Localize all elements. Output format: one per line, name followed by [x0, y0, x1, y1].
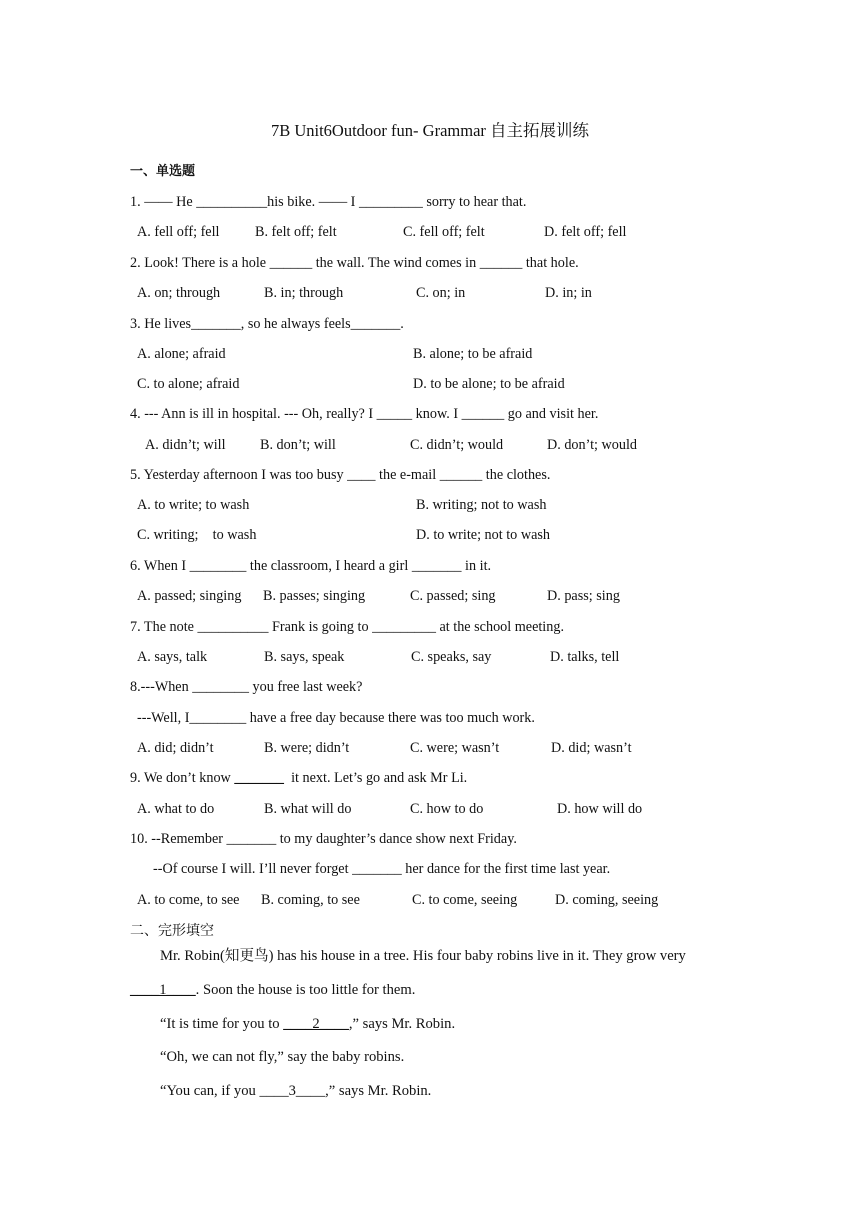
question-7-option-b: B. says, speak — [264, 649, 345, 665]
passage-paragraph-2-end: ,” says Mr. Robin. — [348, 1016, 456, 1032]
question-6-option-d: D. pass; sing — [547, 588, 620, 604]
question-8-option-d: D. did; wasn’t — [551, 740, 632, 756]
question-9-stem-end: it next. Let’s go and ask Mr Li. — [284, 770, 468, 786]
question-3-option-c: C. to alone; afraid — [137, 376, 240, 392]
question-6-option-a: A. passed; singing — [137, 588, 242, 604]
question-10-stem-reply: --Of course I will. I’ll never forget _______ her dance for the first time last year. — [153, 861, 611, 877]
question-10-option-c: C. to come, seeing — [412, 892, 518, 908]
passage-paragraph-1-continued — [130, 980, 415, 1000]
question-5-option-b: B. writing; not to wash — [416, 497, 547, 513]
question-2-option-a: A. on; through — [137, 285, 221, 301]
question-7-stem: 7. The note __________ Frank is going to _________ at the school meeting. — [130, 619, 564, 635]
question-3-stem: 3. He lives_______, so he always feels_______. — [130, 316, 404, 332]
question-8-option-a: A. did; didn’t — [137, 740, 214, 756]
question-9-option-c: C. how to do — [410, 801, 484, 817]
question-9-stem — [130, 769, 467, 787]
question-6-option-b: B. passes; singing — [263, 588, 366, 604]
question-1-stem: 1. —— He __________his bike. —— I _________ sorry to hear that. — [130, 194, 527, 210]
question-9-option-a: A. what to do — [137, 801, 215, 817]
question-5-option-c: C. writing; to wash — [137, 527, 257, 543]
question-8-stem: 8.---When ________ you free last week? — [130, 679, 363, 695]
question-2-option-b: B. in; through — [264, 285, 344, 301]
question-8-option-c: C. were; wasn’t — [410, 740, 500, 756]
question-4-option-d: D. don’t; would — [547, 437, 637, 453]
question-10-option-b: B. coming, to see — [261, 892, 360, 908]
question-3-option-a: A. alone; afraid — [137, 346, 226, 362]
question-7-option-d: D. talks, tell — [550, 649, 620, 665]
question-2-option-d: D. in; in — [545, 285, 592, 301]
question-9-blank: _______ — [234, 770, 284, 786]
question-6-stem: 6. When I ________ the classroom, I heard a girl _______ in it. — [130, 558, 492, 574]
question-4-stem: 4. --- Ann is ill in hospital. --- Oh, really? I _____ know. I ______ go and visit her. — [130, 406, 599, 422]
document-title: 7B Unit6Outdoor fun- Grammar 自主拓展训练 — [270, 121, 590, 140]
question-1-option-b: B. felt off; felt — [255, 224, 337, 240]
question-7-option-a: A. says, talk — [137, 649, 208, 665]
question-3-option-b: B. alone; to be afraid — [413, 346, 533, 362]
question-8-stem-reply: ---Well, I________ have a free day because there was too much work. — [137, 710, 535, 726]
passage-paragraph-2-start: “It is time for you to — [160, 1016, 284, 1032]
cloze-blank-1: ____1____ — [130, 982, 196, 998]
question-9-stem-start: 9. We don’t know — [130, 770, 235, 786]
question-1-option-a: A. fell off; fell — [137, 224, 220, 240]
question-10-option-d: D. coming, seeing — [555, 892, 659, 908]
question-9-option-d: D. how will do — [557, 801, 643, 817]
question-8-option-b: B. were; didn’t — [264, 740, 350, 756]
question-1-option-c: C. fell off; felt — [403, 224, 485, 240]
question-5-stem: 5. Yesterday afternoon I was too busy ____ the e-mail ______ the clothes. — [130, 467, 551, 483]
question-2-stem: 2. Look! There is a hole ______ the wall. The wind comes in ______ that hole. — [130, 255, 579, 271]
section-heading-single-choice: 一、单选题 — [130, 164, 196, 179]
passage-paragraph-3: “Oh, we can not fly,” say the baby robins. — [160, 1049, 405, 1065]
question-2-option-c: C. on; in — [416, 285, 466, 301]
question-5-option-d: D. to write; not to wash — [416, 527, 550, 543]
question-3-option-d: D. to be alone; to be afraid — [413, 376, 565, 392]
section-heading-cloze: 二、完形填空 — [130, 924, 214, 939]
question-4-option-c: C. didn’t; would — [410, 437, 504, 453]
question-10-option-a: A. to come, to see — [137, 892, 240, 908]
question-7-option-c: C. speaks, say — [411, 649, 492, 665]
cloze-blank-2: ____2____ — [283, 1016, 349, 1032]
question-4-option-b: B. don’t; will — [260, 437, 336, 453]
passage-paragraph-1: Mr. Robin(知更鸟) has his house in a tree. His four baby robins live in it. They grow very — [160, 948, 686, 964]
passage-paragraph-2 — [160, 1014, 455, 1034]
question-6-option-c: C. passed; sing — [410, 588, 496, 604]
question-4-option-a: A. didn’t; will — [145, 437, 226, 453]
question-1-option-d: D. felt off; fell — [544, 224, 627, 240]
question-10-stem: 10. --Remember _______ to my daughter’s dance show next Friday. — [130, 831, 517, 847]
question-9-option-b: B. what will do — [264, 801, 352, 817]
passage-paragraph-4: “You can, if you ____3____,” says Mr. Robin. — [160, 1083, 432, 1099]
question-5-option-a: A. to write; to wash — [137, 497, 250, 513]
passage-paragraph-1-tail: . Soon the house is too little for them. — [195, 982, 416, 998]
